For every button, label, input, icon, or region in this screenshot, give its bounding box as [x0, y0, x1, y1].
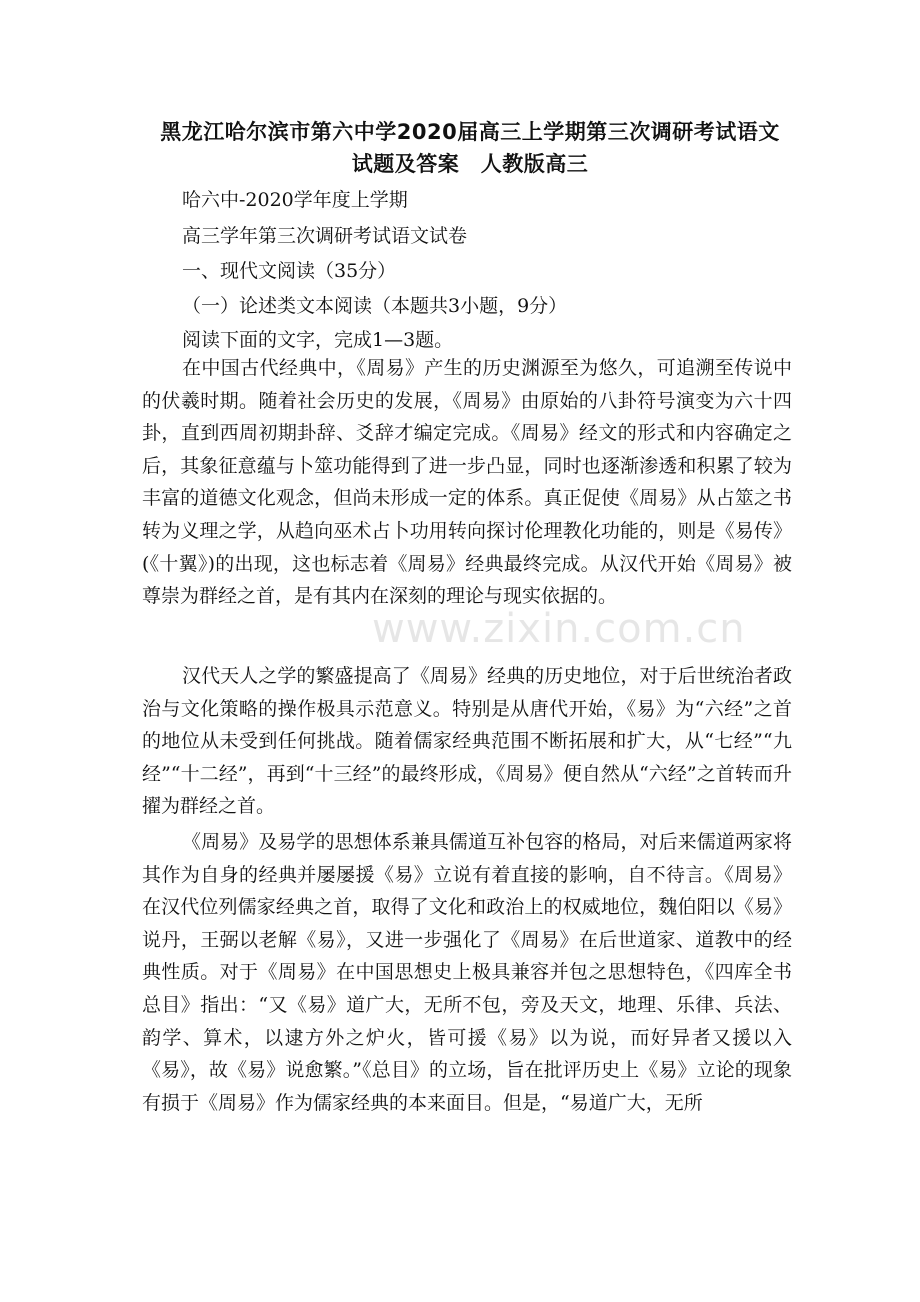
site-watermark: www.zixin.com.cn	[372, 606, 746, 652]
exam-name-line: 高三学年第三次调研考试语文试卷	[182, 225, 468, 247]
reading-instruction: 阅读下面的文字，完成1—3题。	[182, 329, 454, 351]
paragraph-3: 《周易》及易学的思想体系兼具儒道互补包容的格局，对后来儒道两家将其作为自身的经典并屡屡援《易》立说有着直接的影响，自不待言。《周易》在汉代位列儒家经典之首，取得了文化和政治上的权威地位，魏伯阳以《易》说丹，王弼以老解《易》，又进一步强化了《周易》在后世道家、道教中的经典性质。对于《周易》在中国思想史上极具兼容并包之思想特色，《四库全书总目》指出：“又《易》道广大，无所不包，旁及天文，地理、乐律、兵法、韵学、算术，以逮方外之炉火，皆可援《易》以为说，而好异者又援以入《易》，故《易》说愈繁。”《总目》的立场，旨在批评历史上《易》立论的现象有损于《周易》作为儒家经典的本来面目。但是，“易道广大，无所	[142, 831, 792, 1114]
subsection-heading: （一）论述类文本阅读（本题共3小题，9分）	[182, 295, 568, 317]
document-title: 黑龙江哈尔滨市第六中学2020届高三上学期第三次调研考试语文试题及答案 人教版高三	[160, 120, 780, 176]
school-term-line: 哈六中-2020学年度上学期	[182, 189, 408, 211]
paragraph-1: 在中国古代经典中，《周易》产生的历史渊源至为悠久，可追溯至传说中的伏羲时期。随着社会历史的发展，《周易》由原始的八卦符号演变为六十四卦，直到西周初期卦辞、爻辞才编定完成。《周易》经文的形式和内容确定之后，其象征意蕴与卜筮功能得到了进一步凸显，同时也逐渐渗透和积累了较为丰富的道德文化观念，但尚未形成一定的体系。真正促使《周易》从占筮之书转为义理之学，从趋向巫术占卜功用转向探讨伦理教化功能的，则是《易传》(《十翼》)的出现，这也标志着《周易》经典最终完成。从汉代开始《周易》被尊崇为群经之首，是有其内在深刻的理论与现实依据的。	[142, 357, 792, 608]
paragraph-2: 汉代天人之学的繁盛提高了《周易》经典的历史地位，对于后世统治者政治与文化策略的操作极具示范意义。特别是从唐代开始，《易》为“六经”之首的地位从未受到任何挑战。随着儒家经典范围不断拓展和扩大，从“七经”“九经”“十二经”，再到“十三经”的最终形成，《周易》便自然从“六经”之首转而升擢为群经之首。	[142, 665, 792, 818]
section-heading: 一、现代文阅读（35分）	[182, 260, 397, 282]
